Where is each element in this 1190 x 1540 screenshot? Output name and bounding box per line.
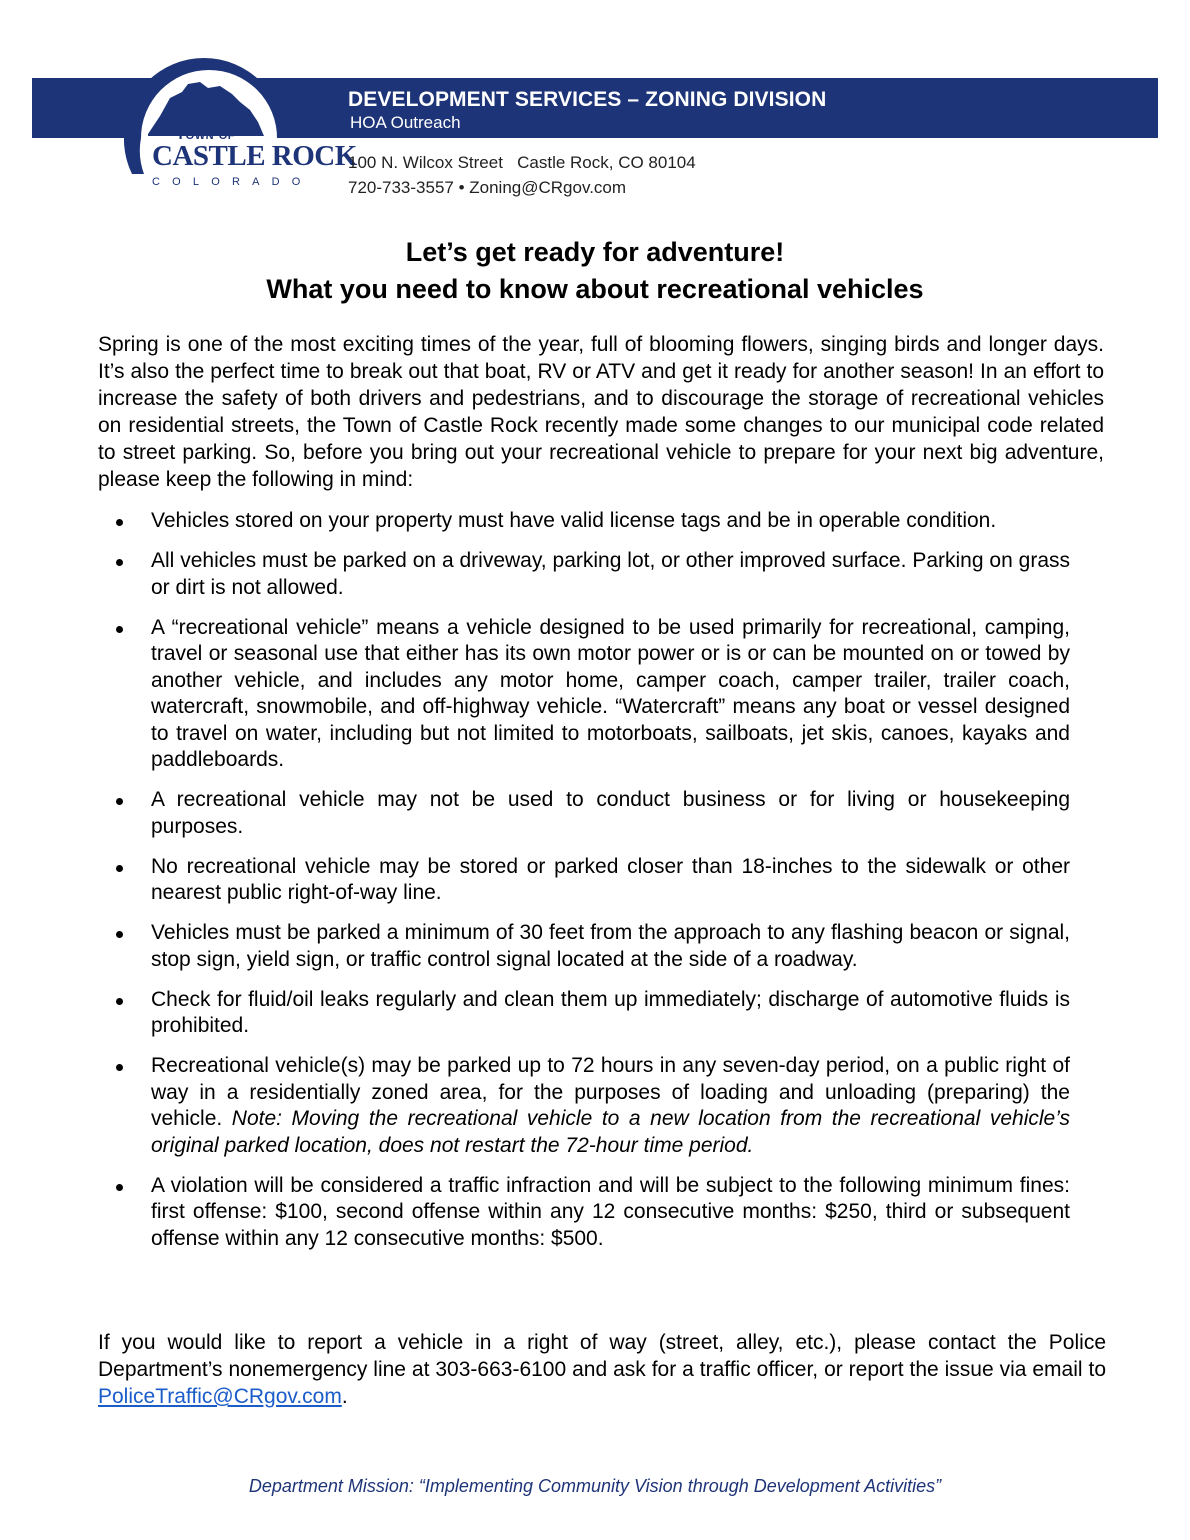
list-item-note: Note: Moving the recreational vehicle to a new location from the recreational vehicle’s original parked location, does not restart the 72-hour time period. [151, 1107, 1070, 1157]
rules-list [98, 508, 1070, 1266]
list-item-text: Check for fluid/oil leaks regularly and clean them up immediately; discharge of automotive fluids is prohibited. [151, 987, 1070, 1037]
logo-colorado: COLORADO [152, 176, 313, 188]
list-item [98, 508, 1070, 535]
closing-text: If you would like to report a vehicle in a right of way (street, alley, etc.), please contact the Police Department’s nonemergency line at 303-663-6100 and ask for a traffic officer, or report the issue via email to [98, 1331, 1106, 1381]
closing-period: . [341, 1385, 348, 1408]
contact-info [348, 150, 696, 200]
list-item-text: All vehicles must be parked on a driveway, parking lot, or other improved surface. Parking on grass or dirt is not allowed. [151, 549, 1070, 599]
bullet-icon [116, 1184, 123, 1191]
list-item [98, 787, 1070, 840]
list-item [98, 548, 1070, 601]
list-item [98, 854, 1070, 907]
list-item-text: Recreational vehicle(s) may be parked up to 72 hours in any seven-day period, on a public right of way in a residentially zoned area, for the purposes of loading and unloading (preparing) the vehicle. [151, 1054, 1070, 1130]
police-traffic-email-link[interactable]: PoliceTraffic@CRgov.com [98, 1385, 342, 1408]
division-subtitle: HOA Outreach [350, 113, 461, 132]
address: 100 N. Wilcox Street Castle Rock, CO 80104 [348, 153, 696, 172]
division-title: DEVELOPMENT SERVICES – ZONING DIVISION [348, 88, 827, 111]
bullet-icon [116, 998, 123, 1005]
list-item-text: Vehicles must be parked a minimum of 30 feet from the approach to any flashing beacon or signal, stop sign, yield sign, or traffic control signal located at the side of a roadway. [151, 921, 1070, 971]
intro-paragraph: Spring is one of the most exciting times of the year, full of blooming flowers, singing birds and longer days. It’s also the perfect time to break out that boat, RV or ATV and get it ready for another season! In an effort to increase the safety of both drivers and pedestrians, and to discourage the storage of recreational vehicles on residential streets, the Town of Castle Rock recently made some changes to our municipal code related to street parking. So, before you bring out your recreational vehicle to prepare for your next big adventure, please keep the following in mind: [98, 333, 1104, 491]
list-item [98, 1173, 1070, 1253]
list-item [98, 615, 1070, 774]
department-mission: Department Mission: “Implementing Community Vision through Development Activities” [248, 1476, 942, 1496]
bullet-icon [116, 1064, 123, 1071]
list-item [98, 987, 1070, 1040]
closing-paragraph [98, 1329, 1106, 1410]
bullet-icon [116, 626, 123, 633]
bullet-icon [116, 931, 123, 938]
list-item-text: Vehicles stored on your property must have valid license tags and be in operable condition. [151, 509, 997, 532]
list-item-text: A recreational vehicle may not be used to conduct business or for living or housekeeping purposes. [151, 788, 1070, 838]
town-logo [108, 56, 357, 196]
bullet-icon [116, 519, 123, 526]
title-line-1: Let’s get ready for adventure! [405, 237, 785, 267]
list-item-text: A “recreational vehicle” means a vehicle designed to be used primarily for recreational, camping, travel or seasonal use that either has its own motor power or is or can be mounted on or towed by another vehicle, and includes any motor home, camper coach, camper trailer, trailer coach, watercraft, snowmobile, and off-highway vehicle. “Watercraft” means any boat or vessel designed to travel on water, including but not limited to motorboats, sailboats, jet skis, canoes, kayaks and paddleboards. [151, 615, 1070, 771]
bullet-icon [116, 559, 123, 566]
bullet-icon [116, 865, 123, 872]
phone-email: 720-733-3557 • Zoning@CRgov.com [348, 178, 627, 197]
logo-castle-rock: CASTLE ROCK [152, 140, 357, 172]
list-item [98, 1053, 1070, 1159]
list-item-text: A violation will be considered a traffic infraction and will be subject to the following minimum fines: first offense: $100, second offense within any 12 consecutive months: $250, third or subsequent offense within any 12 consecutive months: $500. [151, 1173, 1070, 1250]
bullet-icon [116, 798, 123, 805]
list-item-text: No recreational vehicle may be stored or parked closer than 18-inches to the sidewalk or other nearest public right-of-way line. [151, 854, 1070, 904]
page-title [0, 234, 1190, 308]
title-line-2: What you need to know about recreational vehicles [266, 274, 924, 304]
list-item [98, 920, 1070, 973]
logo-town-of: Town of [176, 126, 235, 143]
